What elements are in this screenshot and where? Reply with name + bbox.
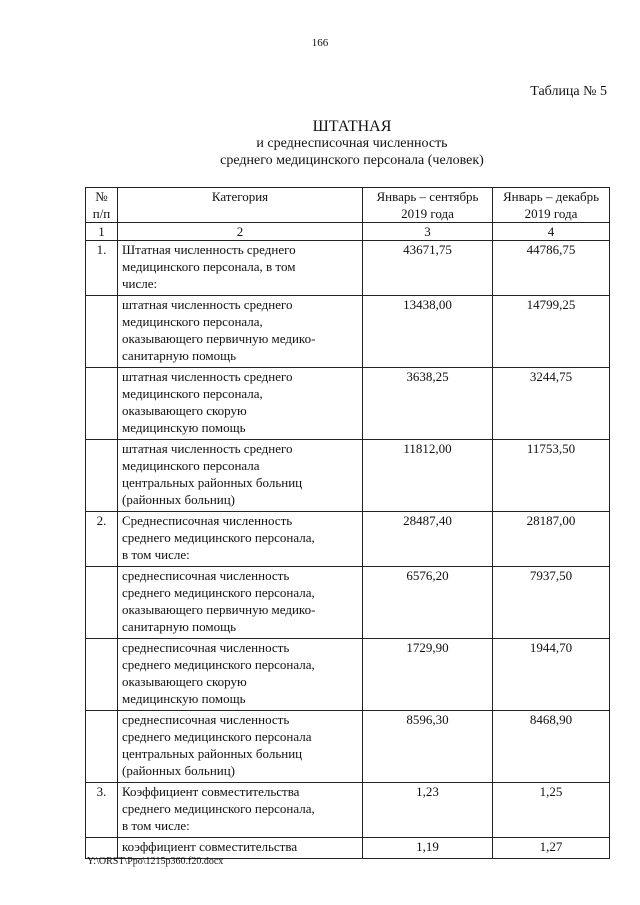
column-number: 1 xyxy=(86,223,118,241)
category-line: санитарную помощь xyxy=(122,619,237,634)
row-category xyxy=(118,296,363,368)
row-category xyxy=(118,783,363,838)
table-row xyxy=(86,512,610,567)
category-line: штатная численность среднего xyxy=(122,297,293,312)
category-line: центральных районных больниц xyxy=(122,746,303,761)
value-jan-sep: 13438,00 xyxy=(363,296,493,368)
category-line: среднего медицинского персонала, xyxy=(122,585,315,600)
value-jan-dec: 14799,25 xyxy=(493,296,610,368)
category-line: Среднесписочная численность xyxy=(122,513,293,528)
value-jan-dec: 28187,00 xyxy=(493,512,610,567)
value-jan-dec: 8468,90 xyxy=(493,711,610,783)
table-row xyxy=(86,567,610,639)
category-line: Коэффициент совместительства xyxy=(122,784,300,799)
header-number-line2: п/п xyxy=(92,206,111,221)
header-period-sep xyxy=(363,188,493,223)
value-jan-sep: 8596,30 xyxy=(363,711,493,783)
header-period-dec-line2: 2019 года xyxy=(524,206,578,221)
category-line: Штатная численность среднего xyxy=(122,242,296,257)
row-category xyxy=(118,567,363,639)
category-line: числе: xyxy=(122,276,158,291)
category-line: (районных больниц) xyxy=(122,763,236,778)
column-number-row xyxy=(86,223,610,241)
column-number: 2 xyxy=(118,223,363,241)
value-jan-sep: 1,19 xyxy=(363,838,493,859)
header-category: Категория xyxy=(118,188,363,223)
row-category xyxy=(118,368,363,440)
value-jan-sep: 11812,00 xyxy=(363,440,493,512)
row-number xyxy=(86,368,118,440)
header-row xyxy=(86,188,610,223)
category-line: в том числе: xyxy=(122,547,190,562)
table-row xyxy=(86,440,610,512)
category-line: штатная численность среднего xyxy=(122,441,293,456)
category-line: оказывающего первичную медико- xyxy=(122,331,316,346)
value-jan-dec: 11753,50 xyxy=(493,440,610,512)
category-line: медицинского персонала xyxy=(122,458,260,473)
table-row xyxy=(86,368,610,440)
category-line: штатная численность среднего xyxy=(122,369,293,384)
category-line: центральных районных больниц xyxy=(122,475,303,490)
row-category xyxy=(118,440,363,512)
header-number-line1: № xyxy=(95,189,108,204)
title-line-1: ШТАТНАЯ xyxy=(312,118,392,135)
header-period-sep-line1: Январь – сентябрь xyxy=(376,189,479,204)
row-number xyxy=(86,639,118,711)
header-period-dec xyxy=(493,188,610,223)
table-title xyxy=(0,118,640,169)
category-line: среднесписочная численность xyxy=(122,712,290,727)
value-jan-dec: 1,25 xyxy=(493,783,610,838)
table-row xyxy=(86,783,610,838)
category-line: среднего медицинского персонала, xyxy=(122,801,315,816)
table-row xyxy=(86,639,610,711)
category-line: медицинского персонала, xyxy=(122,314,263,329)
value-jan-dec: 1944,70 xyxy=(493,639,610,711)
table-label: Таблица № 5 xyxy=(530,84,607,99)
category-line: среднесписочная численность xyxy=(122,568,290,583)
value-jan-dec: 1,27 xyxy=(493,838,610,859)
row-number xyxy=(86,711,118,783)
column-number: 3 xyxy=(363,223,493,241)
page-number: 166 xyxy=(311,37,329,49)
column-number: 4 xyxy=(493,223,610,241)
value-jan-sep: 28487,40 xyxy=(363,512,493,567)
category-line: среднесписочная численность xyxy=(122,640,290,655)
value-jan-sep: 1,23 xyxy=(363,783,493,838)
row-number xyxy=(86,440,118,512)
category-line: в том числе: xyxy=(122,818,190,833)
table-row xyxy=(86,711,610,783)
table-row xyxy=(86,241,610,296)
title-line-3: среднего медицинского персонала (человек) xyxy=(220,153,484,168)
value-jan-sep: 6576,20 xyxy=(363,567,493,639)
header-period-sep-line2: 2019 года xyxy=(401,206,454,221)
value-jan-dec: 44786,75 xyxy=(493,241,610,296)
footer-file-path: Y:\ORST\Ppo\1215p360.f20.docx xyxy=(87,856,224,867)
category-line: оказывающего скорую xyxy=(122,674,247,689)
category-line: среднего медицинского персонала, xyxy=(122,530,315,545)
row-number xyxy=(86,567,118,639)
value-jan-dec: 7937,50 xyxy=(493,567,610,639)
row-category xyxy=(118,639,363,711)
header-number xyxy=(86,188,118,223)
category-line: медицинскую помощь xyxy=(122,691,246,706)
category-line: медицинскую помощь xyxy=(122,420,246,435)
row-number: 2. xyxy=(86,512,118,567)
value-jan-dec: 3244,75 xyxy=(493,368,610,440)
row-category xyxy=(118,241,363,296)
category-line: санитарную помощь xyxy=(122,348,237,363)
title-line-2: и среднесписочная численность xyxy=(256,136,448,151)
header-period-dec-line1: Январь – декабрь xyxy=(502,189,600,204)
row-number xyxy=(86,296,118,368)
row-number: 1. xyxy=(86,241,118,296)
row-category xyxy=(118,711,363,783)
staffing-table xyxy=(85,187,610,859)
category-line: медицинского персонала, xyxy=(122,386,263,401)
category-line: оказывающего первичную медико- xyxy=(122,602,316,617)
row-category xyxy=(118,512,363,567)
table-row xyxy=(86,296,610,368)
category-line: среднего медицинского персонала xyxy=(122,729,312,744)
value-jan-sep: 1729,90 xyxy=(363,639,493,711)
table-body xyxy=(86,241,610,859)
category-line: (районных больниц) xyxy=(122,492,236,507)
category-line: коэффициент совместительства xyxy=(122,839,298,854)
category-line: среднего медицинского персонала, xyxy=(122,657,315,672)
value-jan-sep: 43671,75 xyxy=(363,241,493,296)
row-number: 3. xyxy=(86,783,118,838)
value-jan-sep: 3638,25 xyxy=(363,368,493,440)
category-line: оказывающего скорую xyxy=(122,403,247,418)
category-line: медицинского персонала, в том xyxy=(122,259,296,274)
